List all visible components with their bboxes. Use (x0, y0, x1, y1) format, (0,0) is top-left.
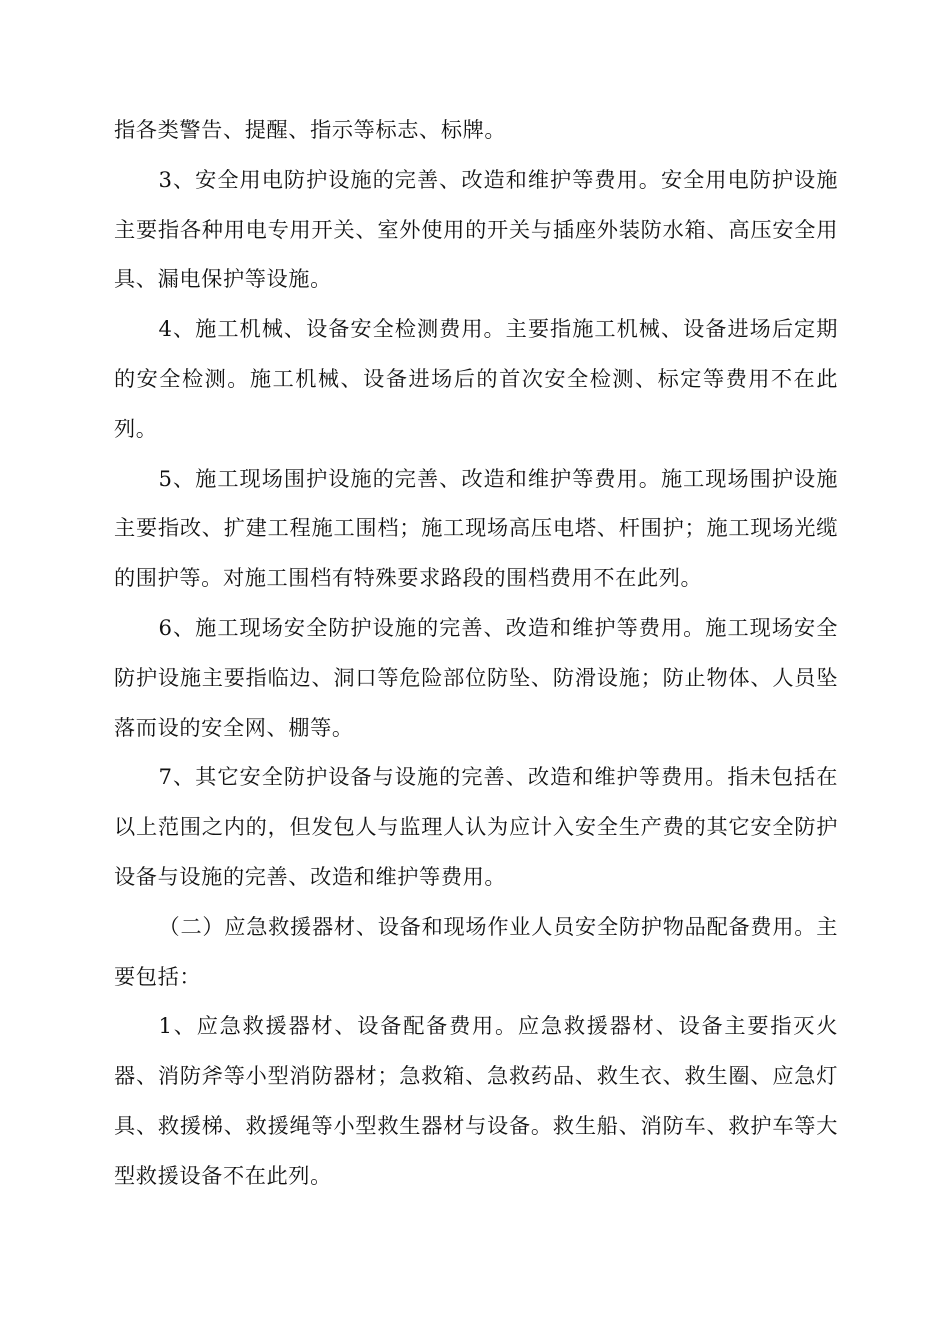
paragraph-item-3: 3、安全用电防护设施的完善、改造和维护等费用。安全用电防护设施主要指各种用电专用开关、室外使用的开关与插座外装防水箱、高压安全用具、漏电保护等设施。 (114, 166, 838, 292)
paragraph-item-4: 4、施工机械、设备安全检测费用。主要指施工机械、设备进场后定期的安全检测。施工机械、设备进场后的首次安全检测、标定等费用不在此列。 (114, 316, 838, 441)
paragraph-item-5: 5、施工现场围护设施的完善、改造和维护等费用。施工现场围护设施主要指改、扩建工程施工围档；施工现场高压电塔、杆围护；施工现场光缆的围护等。对施工围档有特殊要求路段的围档费用不在此列。 (114, 465, 838, 591)
paragraph-item-6: 6、施工现场安全防护设施的完善、改造和维护等费用。施工现场安全防护设施主要指临边、洞口等危险部位防坠、防滑设施；防止物体、人员坠落而设的安全网、棚等。 (114, 614, 838, 740)
paragraph-item-1: 1、应急救援器材、设备配备费用。应急救援器材、设备主要指灭火器、消防斧等小型消防器材；急救箱、急救药品、救生衣、救生圈、应急灯具、救援梯、救援绳等小型救生器材与设备。救生船、消防车、救护车等大型救援设备不在此列。 (114, 1013, 838, 1188)
document-body (114, 105, 838, 1201)
section-heading-2: （二）应急救援器材、设备和现场作业人员安全防护物品配备费用。主要包括： (114, 913, 838, 989)
paragraph-item-7: 7、其它安全防护设备与设施的完善、改造和维护等费用。指未包括在以上范围之内的，但发包人与监理人认为应计入安全生产费的其它安全防护设备与设施的完善、改造和维护等费用。 (114, 764, 838, 889)
paragraph-continuation: 指各类警告、提醒、指示等标志、标牌。 (114, 117, 507, 142)
